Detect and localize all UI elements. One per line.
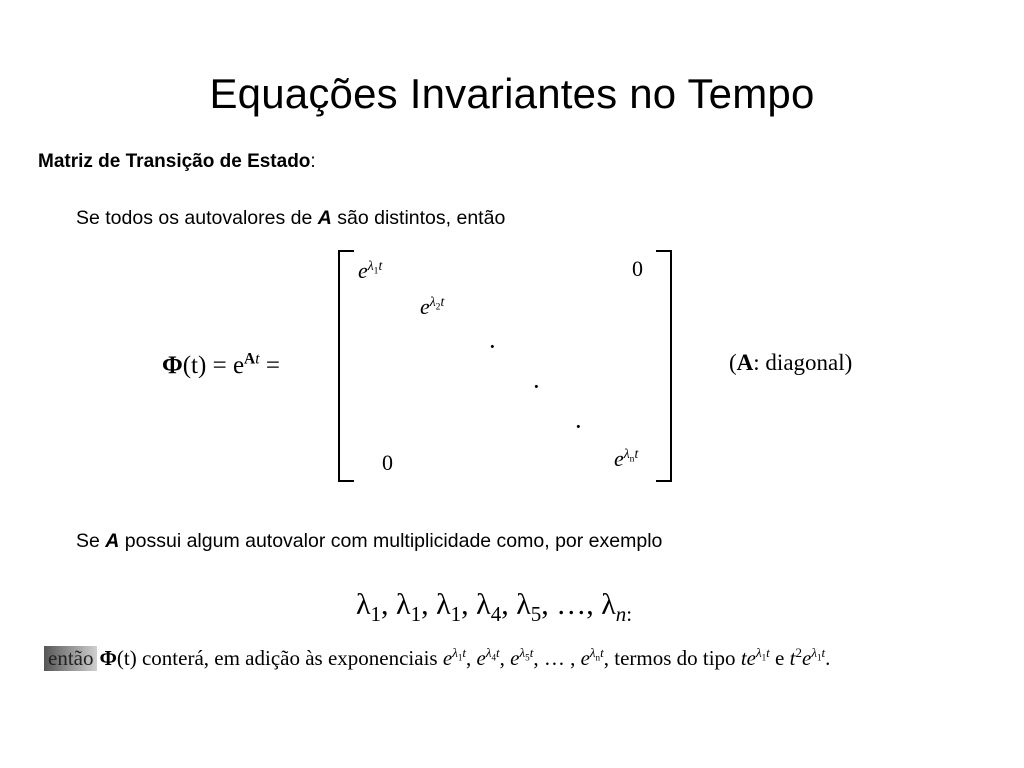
matrix-dot-3: · <box>574 412 583 441</box>
distinct-eigenvalues-sentence <box>76 207 505 230</box>
matrix-zero-top: 0 <box>632 256 643 281</box>
transition-matrix-lhs <box>162 352 280 380</box>
bottom-statement: então Φ(t) conterá, em adição às exponenciais $e^{\lambda_1t}$, $e^{\lambda_4t}$, $e^{\lambda_5t}$, … , $e^{\lambda_nt}$, termos do tipo $te^{\lambda_1t}$ e $t^2e^{\lambda_1t}$. <box>44 646 830 678</box>
equals-sign: = <box>259 352 280 379</box>
sentence-text: possui algum autovalor com multiplicidade como, por exemplo <box>119 530 663 552</box>
sentence-text: Se <box>76 530 106 552</box>
diagonal-note: (A: diagonal) <box>729 350 853 375</box>
diagonal-matrix <box>338 250 672 482</box>
exponent-matrix: A <box>244 350 256 368</box>
section-heading-bold: Matriz de Transição de Estado <box>38 151 311 172</box>
matrix-entry-e-lambda1: $e^{\lambda_1t}$ <box>358 257 383 283</box>
phi-argument: (t) <box>182 352 207 379</box>
section-heading <box>38 151 316 173</box>
matrix-dot-1: · <box>488 332 497 361</box>
matrix-dot-2: · <box>532 372 541 401</box>
eigenvalue-list: $\lambda_1$, $\lambda_1$, $\lambda_1$, $\lambda_4$, $\lambda_5$, …, $\lambda_{n:}$ <box>356 588 633 626</box>
matrix-entry-e-lambdan: $e^{\lambda_nt}$ <box>614 445 639 471</box>
equals-exponential: = e <box>206 352 245 379</box>
page-title: Equações Invariantes no Tempo <box>209 70 815 117</box>
right-bracket <box>656 250 672 482</box>
matrix-variable: A <box>317 207 332 229</box>
left-bracket <box>338 250 354 482</box>
faded-scan-text: então <box>44 646 97 671</box>
sentence-text: são distintos, então <box>331 207 506 229</box>
matrix-entry-e-lambda2: $e^{\lambda_2t}$ <box>420 293 445 319</box>
phi-symbol: Φ <box>162 352 183 379</box>
matrix-variable: A <box>105 530 120 552</box>
section-heading-colon: : <box>310 151 316 172</box>
sentence-text: Se todos os autovalores de <box>76 207 318 229</box>
exponent-time: t <box>255 350 260 368</box>
repeated-eigenvalue-sentence <box>76 530 662 553</box>
phi-symbol: Φ <box>99 646 117 670</box>
matrix-zero-bottom: 0 <box>382 450 393 475</box>
